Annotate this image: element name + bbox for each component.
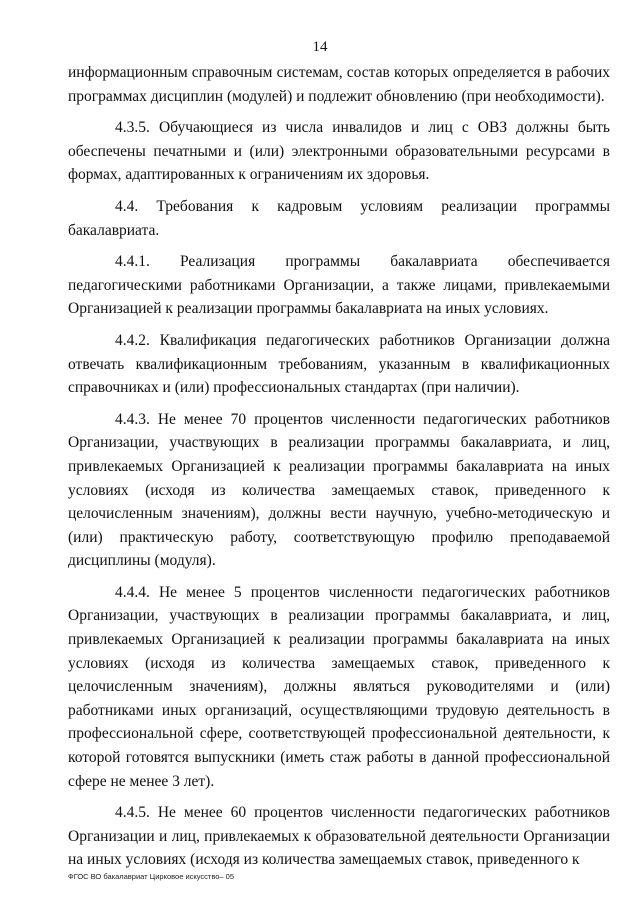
paragraph-4-4-5: 4.4.5. Не менее 60 процентов численности педагогических работников Организации и лиц, привлекаемых к образовательной деятельности Организации на иных условиях (исходя из количества замещаемых ставок, приведенного к bbox=[68, 804, 610, 869]
page-footer: ФГОС ВО бакалавриат Цирковое искусство– 05 bbox=[68, 872, 235, 881]
paragraph-4-4-4: 4.4.4. Не менее 5 процентов численности педагогических работников Организации, участвующих в реализации программы бакалавриата, и лиц, привлекаемых Организацией к реализации программы бакалавриата на иных условиях (исходя из количества замещаемых ставок, приведенного к целочисленным значениям), должны являться руководителями и (или) работниками иных организаций, осуществляющими трудовую деятельность в профессиональной сфере, соответствующей профессиональной деятельности, к которой готовятся выпускники (иметь стаж работы в данной профессиональной сфере не менее 3 лет). bbox=[68, 583, 610, 790]
paragraph-4-4: 4.4. Требования к кадровым условиям реализации программы бакалавриата. bbox=[68, 197, 610, 239]
paragraph-4-4-2: 4.4.2. Квалификация педагогических работников Организации должна отвечать квалификационным требованиям, указанным в квалификационных справочниках и (или) профессиональных стандартах (при наличии). bbox=[68, 331, 610, 397]
paragraph-4-4-1: 4.4.1. Реализация программы бакалавриата обеспечивается педагогическими работниками Организации, а также лицами, привлекаемыми Организацией к реализации программы бакалавриата на иных условиях. bbox=[68, 253, 610, 318]
paragraph-continuation: информационным справочным системам, состав которых определяется в рабочих программах дисциплин (модулей) и подлежит обновлению (при необходимости). bbox=[68, 64, 610, 105]
document-body bbox=[68, 61, 610, 880]
paragraph-4-4-3: 4.4.3. Не менее 70 процентов численности педагогических работников Организации, участвующих в реализации программы бакалавриата, и лиц, привлекаемых Организацией к реализации программы бакалавриата на иных условиях (исходя из количества замещаемых ставок, приведенного к целочисленным значениям), должны вести научную, учебно-методическую и (или) практическую работу, соответствующую профилю преподаваемой дисциплины (модуля). bbox=[68, 410, 610, 570]
paragraph-4-3-5: 4.3.5. Обучающиеся из числа инвалидов и лиц с ОВЗ должны быть обеспечены печатными и (или) электронными образовательными ресурсами в формах, адаптированных к ограничениям их здоровья. bbox=[68, 119, 610, 184]
page-number: 14 bbox=[312, 39, 328, 55]
